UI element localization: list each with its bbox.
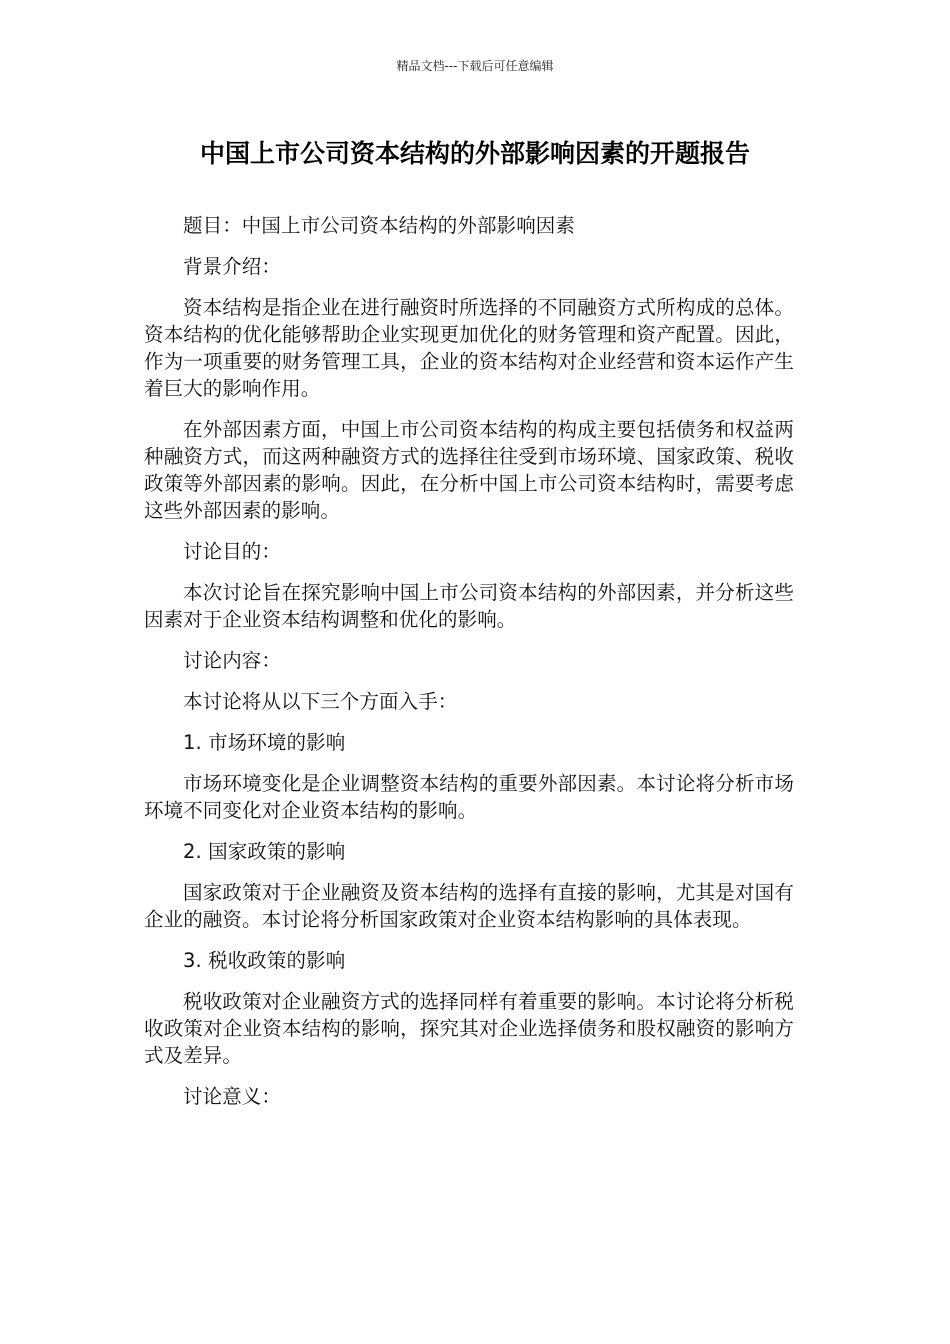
document-body	[144, 212, 794, 1124]
background-heading: 背景介绍：	[183, 255, 282, 278]
content-heading: 讨论内容：	[183, 649, 282, 672]
topic-paragraph: 题目：中国上市公司资本结构的外部影响因素	[183, 214, 576, 237]
content-intro: 本讨论将从以下三个方面入手：	[183, 690, 458, 713]
document-title: 中国上市公司资本结构的外部影响因素的开题报告	[199, 139, 750, 168]
section-market-heading: 1. 市场环境的影响	[183, 731, 346, 754]
background-paragraph-1: 资本结构是指企业在进行融资时所选择的不同融资方式所构成的总体。资本结构的优化能够帮助企业实现更加优化的财务管理和资产配置。因此，作为一项重要的财务管理工具，企业的资本结构对企业经营和资本运作产生着巨大的影响作用。	[144, 296, 794, 400]
header-note: 精品文档---下载后可任意编辑	[396, 59, 554, 73]
purpose-heading: 讨论目的：	[183, 540, 282, 563]
section-policy-paragraph: 国家政策对于企业融资及资本结构的选择有直接的影响，尤其是对国有企业的融资。本讨论将分析国家政策对企业资本结构影响的具体表现。	[144, 881, 794, 931]
section-tax-heading: 3. 税收政策的影响	[183, 949, 346, 972]
section-market-paragraph: 市场环境变化是企业调整资本结构的重要外部因素。本讨论将分析市场环境不同变化对企业资本结构的影响。	[144, 772, 794, 822]
purpose-paragraph: 本次讨论旨在探究影响中国上市公司资本结构的外部因素，并分析这些因素对于企业资本结构调整和优化的影响。	[144, 581, 794, 631]
significance-heading: 讨论意义：	[183, 1085, 282, 1108]
background-paragraph-2: 在外部因素方面，中国上市公司资本结构的构成主要包括债务和权益两种融资方式，而这两种融资方式的选择往往受到市场环境、国家政策、税收政策等外部因素的影响。因此，在分析中国上市公司资本结构时，需要考虑这些外部因素的影响。	[144, 418, 794, 522]
section-policy-heading: 2. 国家政策的影响	[183, 840, 346, 863]
section-tax-paragraph: 税收政策对企业融资方式的选择同样有着重要的影响。本讨论将分析税收政策对企业资本结构的影响，探究其对企业选择债务和股权融资的影响方式及差异。	[144, 990, 794, 1067]
